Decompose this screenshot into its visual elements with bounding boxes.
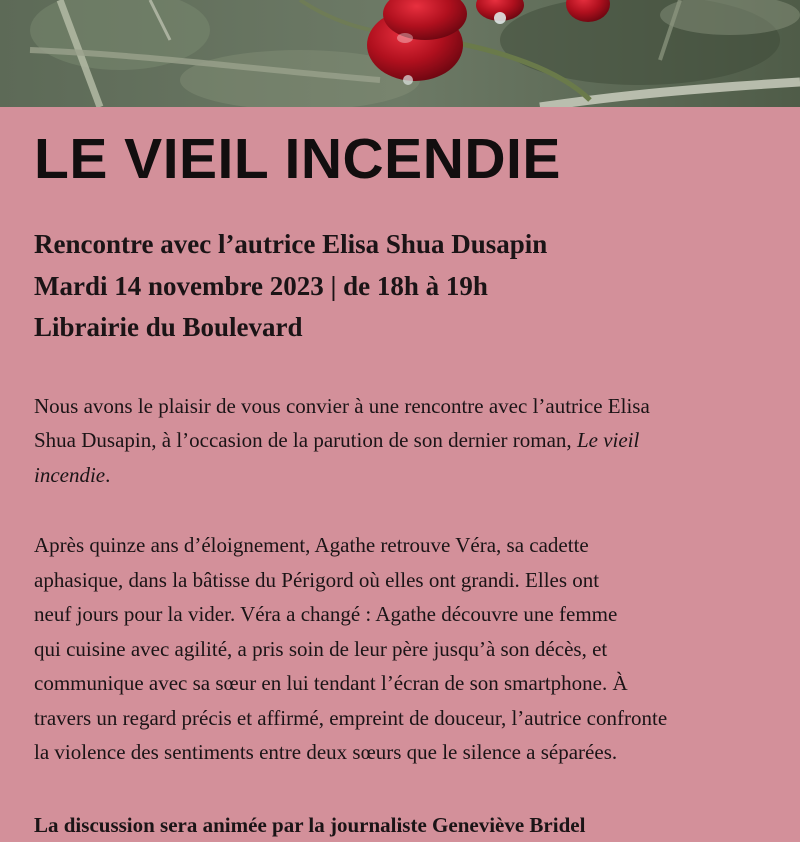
main-content — [34, 107, 774, 842]
synopsis-paragraph — [34, 528, 774, 770]
synopsis-line: aphasique, dans la bâtisse du Périgord où elles ont grandi. Elles ont — [34, 563, 774, 598]
book-title-part: incendie — [34, 463, 105, 487]
event-info — [34, 224, 774, 349]
intro-text: Shua Dusapin, à l’occasion de la parution de son dernier roman, — [34, 428, 577, 452]
synopsis-line: Après quinze ans d’éloignement, Agathe retrouve Véra, sa cadette — [34, 528, 774, 563]
intro-line: Nous avons le plaisir de vous convier à une rencontre avec l’autrice Elisa — [34, 389, 774, 424]
intro-text: . — [105, 463, 110, 487]
intro-paragraph — [34, 389, 774, 493]
intro-line — [34, 458, 774, 493]
synopsis-line: communique avec sa sœur en lui tendant l’écran de son smartphone. À — [34, 666, 774, 701]
closing-paragraph: La discussion sera animée par la journaliste Geneviève Bridel — [34, 808, 774, 842]
synopsis-line: la violence des sentiments entre deux sœurs que le silence a séparées. — [34, 735, 774, 770]
header-photo — [0, 0, 800, 107]
synopsis-line: travers un regard précis et affirmé, empreint de douceur, l’autrice confronte — [34, 701, 774, 736]
intro-line — [34, 423, 774, 458]
event-date-time: Mardi 14 novembre 2023 | de 18h à 19h — [34, 266, 774, 308]
rosehip-branch-photo-icon — [0, 0, 800, 107]
book-title-part: Le vieil — [577, 428, 639, 452]
synopsis-line: qui cuisine avec agilité, a pris soin de leur père jusqu’à son décès, et — [34, 632, 774, 667]
event-speaker: Rencontre avec l’autrice Elisa Shua Dusapin — [34, 224, 774, 266]
event-location: Librairie du Boulevard — [34, 307, 774, 349]
synopsis-line: neuf jours pour la vider. Véra a changé : Agathe découvre une femme — [34, 597, 774, 632]
page-title: LE VIEIL INCENDIE — [34, 127, 774, 191]
